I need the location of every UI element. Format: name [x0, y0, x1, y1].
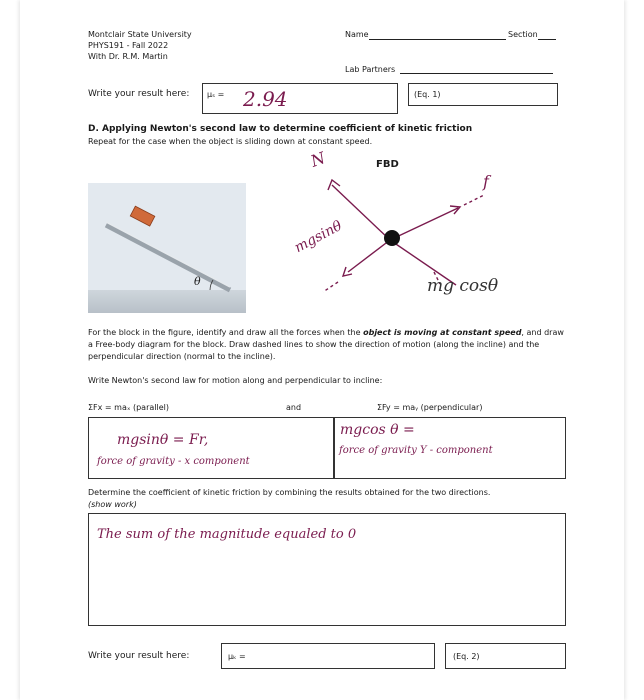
course-label: PHYS191 - Fall 2022 — [88, 41, 169, 50]
floor — [88, 290, 246, 313]
eq2-label: (Eq. 2) — [453, 652, 480, 661]
block — [130, 206, 155, 226]
part-d-subtitle: Repeat for the case when the object is sliding down at constant speed. — [88, 137, 373, 146]
incline-plank — [106, 225, 230, 290]
result1-value: 2.94 — [243, 87, 288, 111]
work-area-field[interactable] — [88, 513, 566, 626]
eq2-box — [445, 643, 566, 669]
result1-label: Write your result here: — [88, 89, 190, 99]
fbd-n-label: N — [308, 148, 328, 171]
right-eq-line2: force of gravity Y - component — [339, 445, 493, 456]
mu-s-label: μₛ = — [207, 90, 225, 99]
angle-theta: θ — [194, 275, 201, 288]
university-label: Montclair State University — [88, 30, 192, 39]
and-label: and — [286, 403, 302, 412]
left-eq-line2: force of gravity - x component — [97, 456, 250, 467]
perp-label: ΣFy = maᵧ (perpendicular) — [377, 403, 483, 412]
incline-figure — [88, 183, 246, 313]
friction-line — [390, 208, 458, 240]
mgsin-line — [348, 240, 390, 272]
name-field[interactable] — [369, 39, 506, 40]
section-label: Section — [508, 30, 538, 39]
show-work-label: (show work) — [88, 500, 137, 509]
name-label: Name — [345, 30, 369, 39]
parallel-label: ΣFx = maₓ (parallel) — [88, 403, 169, 412]
fbd-mgsin-label: mgsinθ — [292, 217, 345, 257]
worksheet-page — [20, 0, 624, 700]
section-field[interactable] — [538, 39, 556, 40]
eq1-box — [408, 83, 558, 106]
newton-instruction: Write Newton's second law for motion along and perpendicular to incline: — [88, 376, 383, 385]
instructor-label: With Dr. R.M. Martin — [88, 52, 168, 61]
mu-k-label: μₖ = — [228, 652, 246, 661]
result2-label: Write your result here: — [88, 651, 190, 661]
fbd-label: FBD — [376, 159, 399, 170]
right-eq-line1: mgcos θ = — [340, 422, 415, 438]
fbd-mgcos-label: mg cosθ — [427, 276, 499, 296]
result1-field[interactable] — [202, 83, 398, 114]
work-answer: The sum of the magnitude equaled to 0 — [97, 527, 357, 542]
lab-partners-field[interactable] — [400, 73, 553, 74]
fbd-f-label: f — [483, 172, 489, 191]
block-dot — [384, 230, 400, 246]
left-eq-line1: mgsinθ = Fr, — [117, 432, 209, 448]
normal-force-arrowhead — [328, 180, 340, 190]
determine-text: Determine the coefficient of kinetic friction by combining the results obtained for the two directions. — [88, 488, 491, 497]
instructions-paragraph: For the block in the figure, identify and draw all the forces when the object is moving at constant speed, and draw a Free-body diagram for the block. Draw dashed lines to show the direction of motion (along the incline) and the perpendicular direction (normal to the incline). — [88, 328, 564, 361]
eq1-label: (Eq. 1) — [414, 90, 441, 99]
result2-field[interactable] — [221, 643, 435, 669]
perp-equation-field[interactable] — [334, 417, 566, 479]
parallel-equation-field[interactable] — [88, 417, 334, 479]
lab-partners-label: Lab Partners — [345, 65, 396, 74]
part-d-title: D. Applying Newton's second law to determine coefficient of kinetic friction — [88, 124, 473, 134]
